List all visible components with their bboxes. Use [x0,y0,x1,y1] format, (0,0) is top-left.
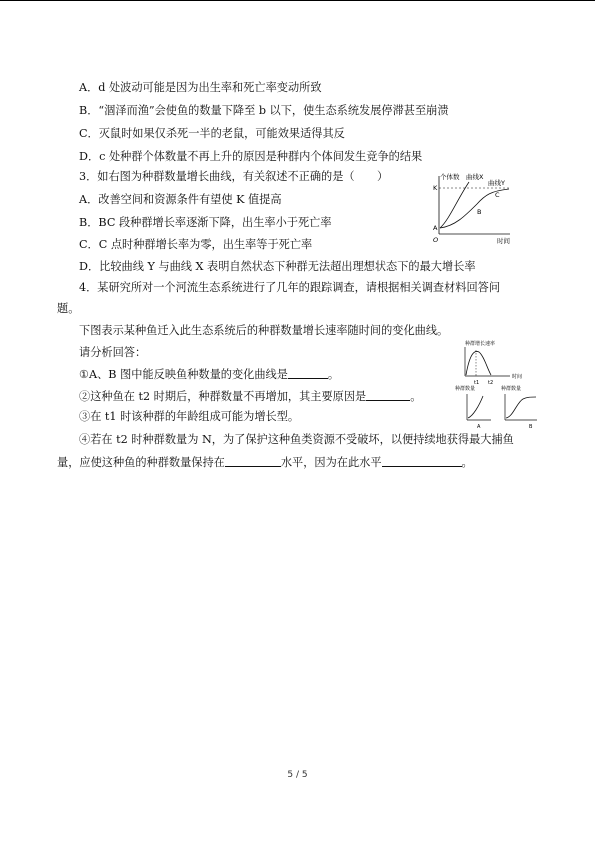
subquestion-3: ③在 t1 时该种群的年龄组成可能为增长型。 [79,410,300,423]
subquestion-4-line2 [57,455,473,470]
t2-label: t2 [488,380,494,386]
answer-blank-4[interactable] [382,455,462,467]
growth-rate-curve [466,351,491,375]
graph-a-curve [468,396,483,418]
answer-blank-2[interactable] [366,389,410,401]
figure-ylabel: 个体数 [440,173,460,181]
fish-growth-figure [455,338,540,428]
question-4-stem-line2: 题。 [57,302,80,315]
growth-xlabel: 时间 [512,374,523,380]
answer-blank-3[interactable] [225,455,281,467]
option-c-prev: C．灭鼠时如果仅杀死一半的老鼠，可能效果适得其反 [79,127,345,140]
curve-x-label: 曲线X [466,173,484,181]
t1-label: t1 [474,380,480,386]
graph-a-ylabel: 种群数量 [455,386,476,392]
subquestion-1-end: 。 [327,368,340,381]
subquestion-4-end: 。 [461,456,473,469]
page-number: 5 / 5 [287,770,308,780]
answer-blank-1[interactable] [288,367,328,379]
point-a-label: A [433,224,438,232]
subquestion-2 [79,389,421,404]
question-4-intro: 下图表示某种鱼迁入此生态系统后的种群数量增长速率随时间的变化曲线。 [79,324,449,337]
question-4-prompt: 请分析回答： [79,346,147,359]
subquestion-1 [79,367,339,382]
question-3-option-c: C．C 点时种群增长率为零，出生率等于死亡率 [79,238,313,251]
k-label: K [433,184,438,192]
subquestion-4-line1: ④若在 t2 时种群数量为 N，为了保护这种鱼类资源不受破坏，以便持续地获得最大捕鱼 [79,433,514,446]
curve-x-line [440,182,469,228]
origin-label: O [433,236,439,244]
population-curve-figure [425,170,520,246]
subquestion-2-end: 。 [410,390,422,403]
graph-b-label: B [529,424,533,428]
question-3-option-d: D．比较曲线 Y 与曲线 X 表明自然状态下种群无法超出理想状态下的最大增长率 [79,260,476,273]
question-4-stem-line1: 4．某研究所对一个河流生态系统进行了几年的跟踪调查，请根据相关调查材料回答问 [79,281,501,294]
option-a-prev: A．d 处波动可能是因为出生率和死亡率变动所致 [79,81,322,94]
graph-b-ylabel: 种群数量 [501,386,522,392]
point-b-label: B [477,208,482,216]
figure-xlabel: 时间 [497,237,510,245]
growth-rate-ylabel: 种群增长速率 [465,341,496,347]
graph-a-label: A [477,424,481,428]
subquestion-2-text: ②这种鱼在 t2 时期后，种群数量不再增加，其主要原因是 [79,390,367,403]
option-b-prev: B．“涸泽而渔”会使鱼的数量下降至 b 以下，使生态系统发展停滞甚至崩溃 [79,104,449,117]
graph-b-curve [506,397,536,418]
point-c-label: C [495,191,500,199]
question-3-option-a: A．改善空间和资源条件有望使 K 值提高 [79,193,282,206]
subquestion-4-middle: 水平，因为在此水平 [280,456,382,469]
page-top-border [0,0,595,1]
curve-y-label: 曲线Y [488,179,505,187]
subquestion-1-text: ①A、B 图中能反映鱼种数量的变化曲线是 [79,368,288,381]
question-3-stem: 3．如右图为种群数量增长曲线，有关叙述不正确的是（ ） [79,170,389,183]
option-d-prev: D．c 处种群个体数量不再上升的原因是种群内个体间发生竞争的结果 [79,150,423,163]
subquestion-4-text: 量，应使这种鱼的种群数量保持在 [57,456,225,469]
question-3-option-b: B．BC 段种群增长率逐渐下降，出生率小于死亡率 [79,216,332,229]
